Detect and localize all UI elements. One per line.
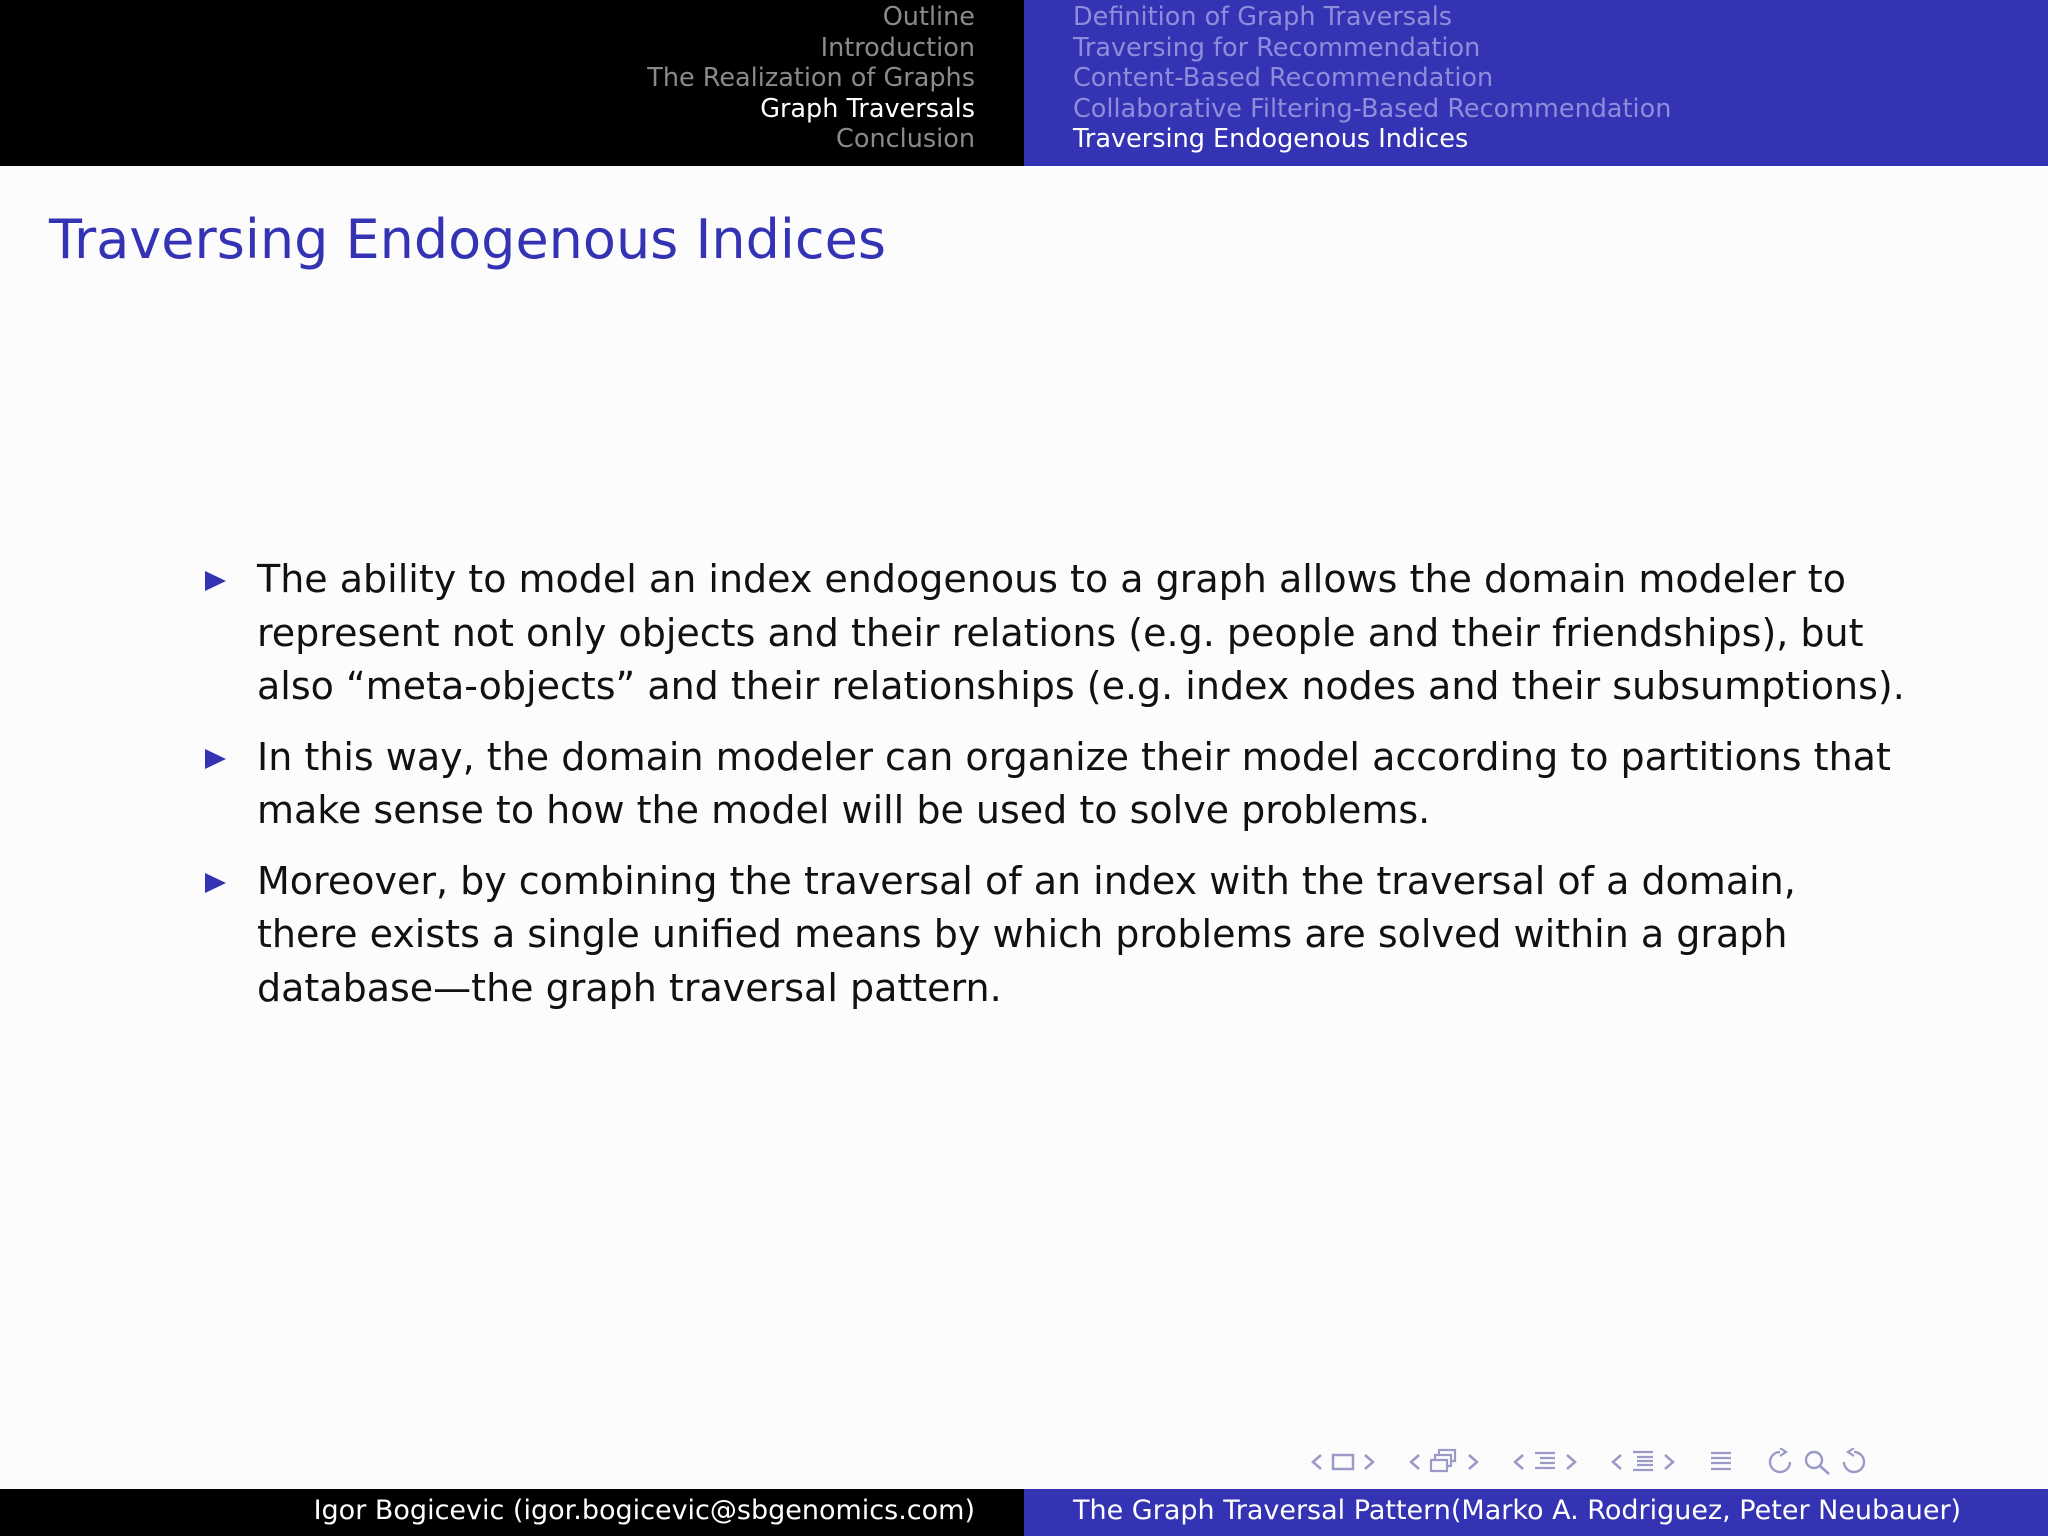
document-icon[interactable]: [1630, 1449, 1656, 1475]
appendix-icon[interactable]: [1708, 1449, 1734, 1475]
footer-title: The Graph Traversal Pattern(Marko A. Rodriguez, Peter Neubauer): [1073, 1495, 1962, 1526]
section-list: [647, 2, 975, 155]
subsection-item-definition[interactable]: Definition of Graph Traversals: [1073, 2, 1453, 32]
subsection-item-endogenous-indices[interactable]: Traversing Endogenous Indices: [1073, 124, 1469, 154]
bullet-text: In this way, the domain modeler can organize their model according to partitions that make sense to how the model will be used to solve problems.: [257, 734, 1891, 832]
arrow-right-icon[interactable]: [1564, 1452, 1578, 1472]
back-icon[interactable]: [1766, 1448, 1796, 1476]
subsection-item-collaborative-filtering[interactable]: Collaborative Filtering-Based Recommendation: [1073, 93, 1672, 124]
section-item-conclusion[interactable]: Conclusion: [836, 124, 975, 154]
subsection-list: [1073, 2, 1671, 155]
arrow-left-icon[interactable]: [1408, 1452, 1422, 1472]
footer-author: Igor Bogicevic (igor.bogicevic@sbgenomics.com): [313, 1495, 975, 1526]
forward-icon[interactable]: [1838, 1448, 1868, 1476]
bullet-text: The ability to model an index endogenous to a graph allows the domain modeler to represent not only objects and their relations (e.g. people and their friendships), but also “meta-objects” and their relationships (e.g. index nodes and their subsumptions).: [257, 557, 1905, 708]
arrow-left-icon[interactable]: [1610, 1452, 1624, 1472]
section-item-introduction[interactable]: Introduction: [820, 32, 975, 63]
arrow-right-icon[interactable]: [1362, 1452, 1376, 1472]
slide-title: Traversing Endogenous Indices: [49, 208, 886, 271]
footer-bar: [0, 1489, 2048, 1536]
subsection-item-content-based[interactable]: Content-Based Recommendation: [1073, 63, 1494, 93]
header-subsections-panel: [1024, 0, 2048, 166]
section-item-outline[interactable]: Outline: [882, 2, 975, 32]
bullet-list: [205, 553, 1905, 1032]
bullet-text: Moreover, by combining the traversal of an index with the traversal of a domain, there exists a single unified means by which problems are solved within a graph database—the graph traversal pattern.: [257, 858, 1796, 1010]
footer-author-panel: [0, 1489, 1024, 1536]
section-item-graph-traversals[interactable]: Graph Traversals: [760, 93, 975, 124]
triangle-bullet-icon: [205, 749, 226, 769]
triangle-bullet-icon: [205, 873, 226, 893]
frame-icon[interactable]: [1330, 1452, 1356, 1472]
section-icon[interactable]: [1532, 1449, 1558, 1475]
arrow-left-icon[interactable]: [1310, 1452, 1324, 1472]
bullet-item: [205, 855, 1905, 1016]
arrow-right-icon[interactable]: [1466, 1452, 1480, 1472]
bullet-item: [205, 553, 1905, 714]
arrow-right-icon[interactable]: [1662, 1452, 1676, 1472]
subsection-item-recommendation[interactable]: Traversing for Recommendation: [1073, 32, 1481, 63]
header-bar: [0, 0, 2048, 166]
subsection-icon[interactable]: [1428, 1448, 1460, 1476]
triangle-bullet-icon: [205, 571, 226, 591]
header-sections-panel: [0, 0, 1024, 166]
footer-title-panel: [1024, 1489, 2048, 1536]
search-icon[interactable]: [1802, 1448, 1832, 1476]
bullet-item: [205, 731, 1905, 838]
beamer-navigation-symbols: [1310, 1442, 1874, 1482]
section-item-realization-of-graphs[interactable]: The Realization of Graphs: [647, 63, 975, 93]
arrow-left-icon[interactable]: [1512, 1452, 1526, 1472]
